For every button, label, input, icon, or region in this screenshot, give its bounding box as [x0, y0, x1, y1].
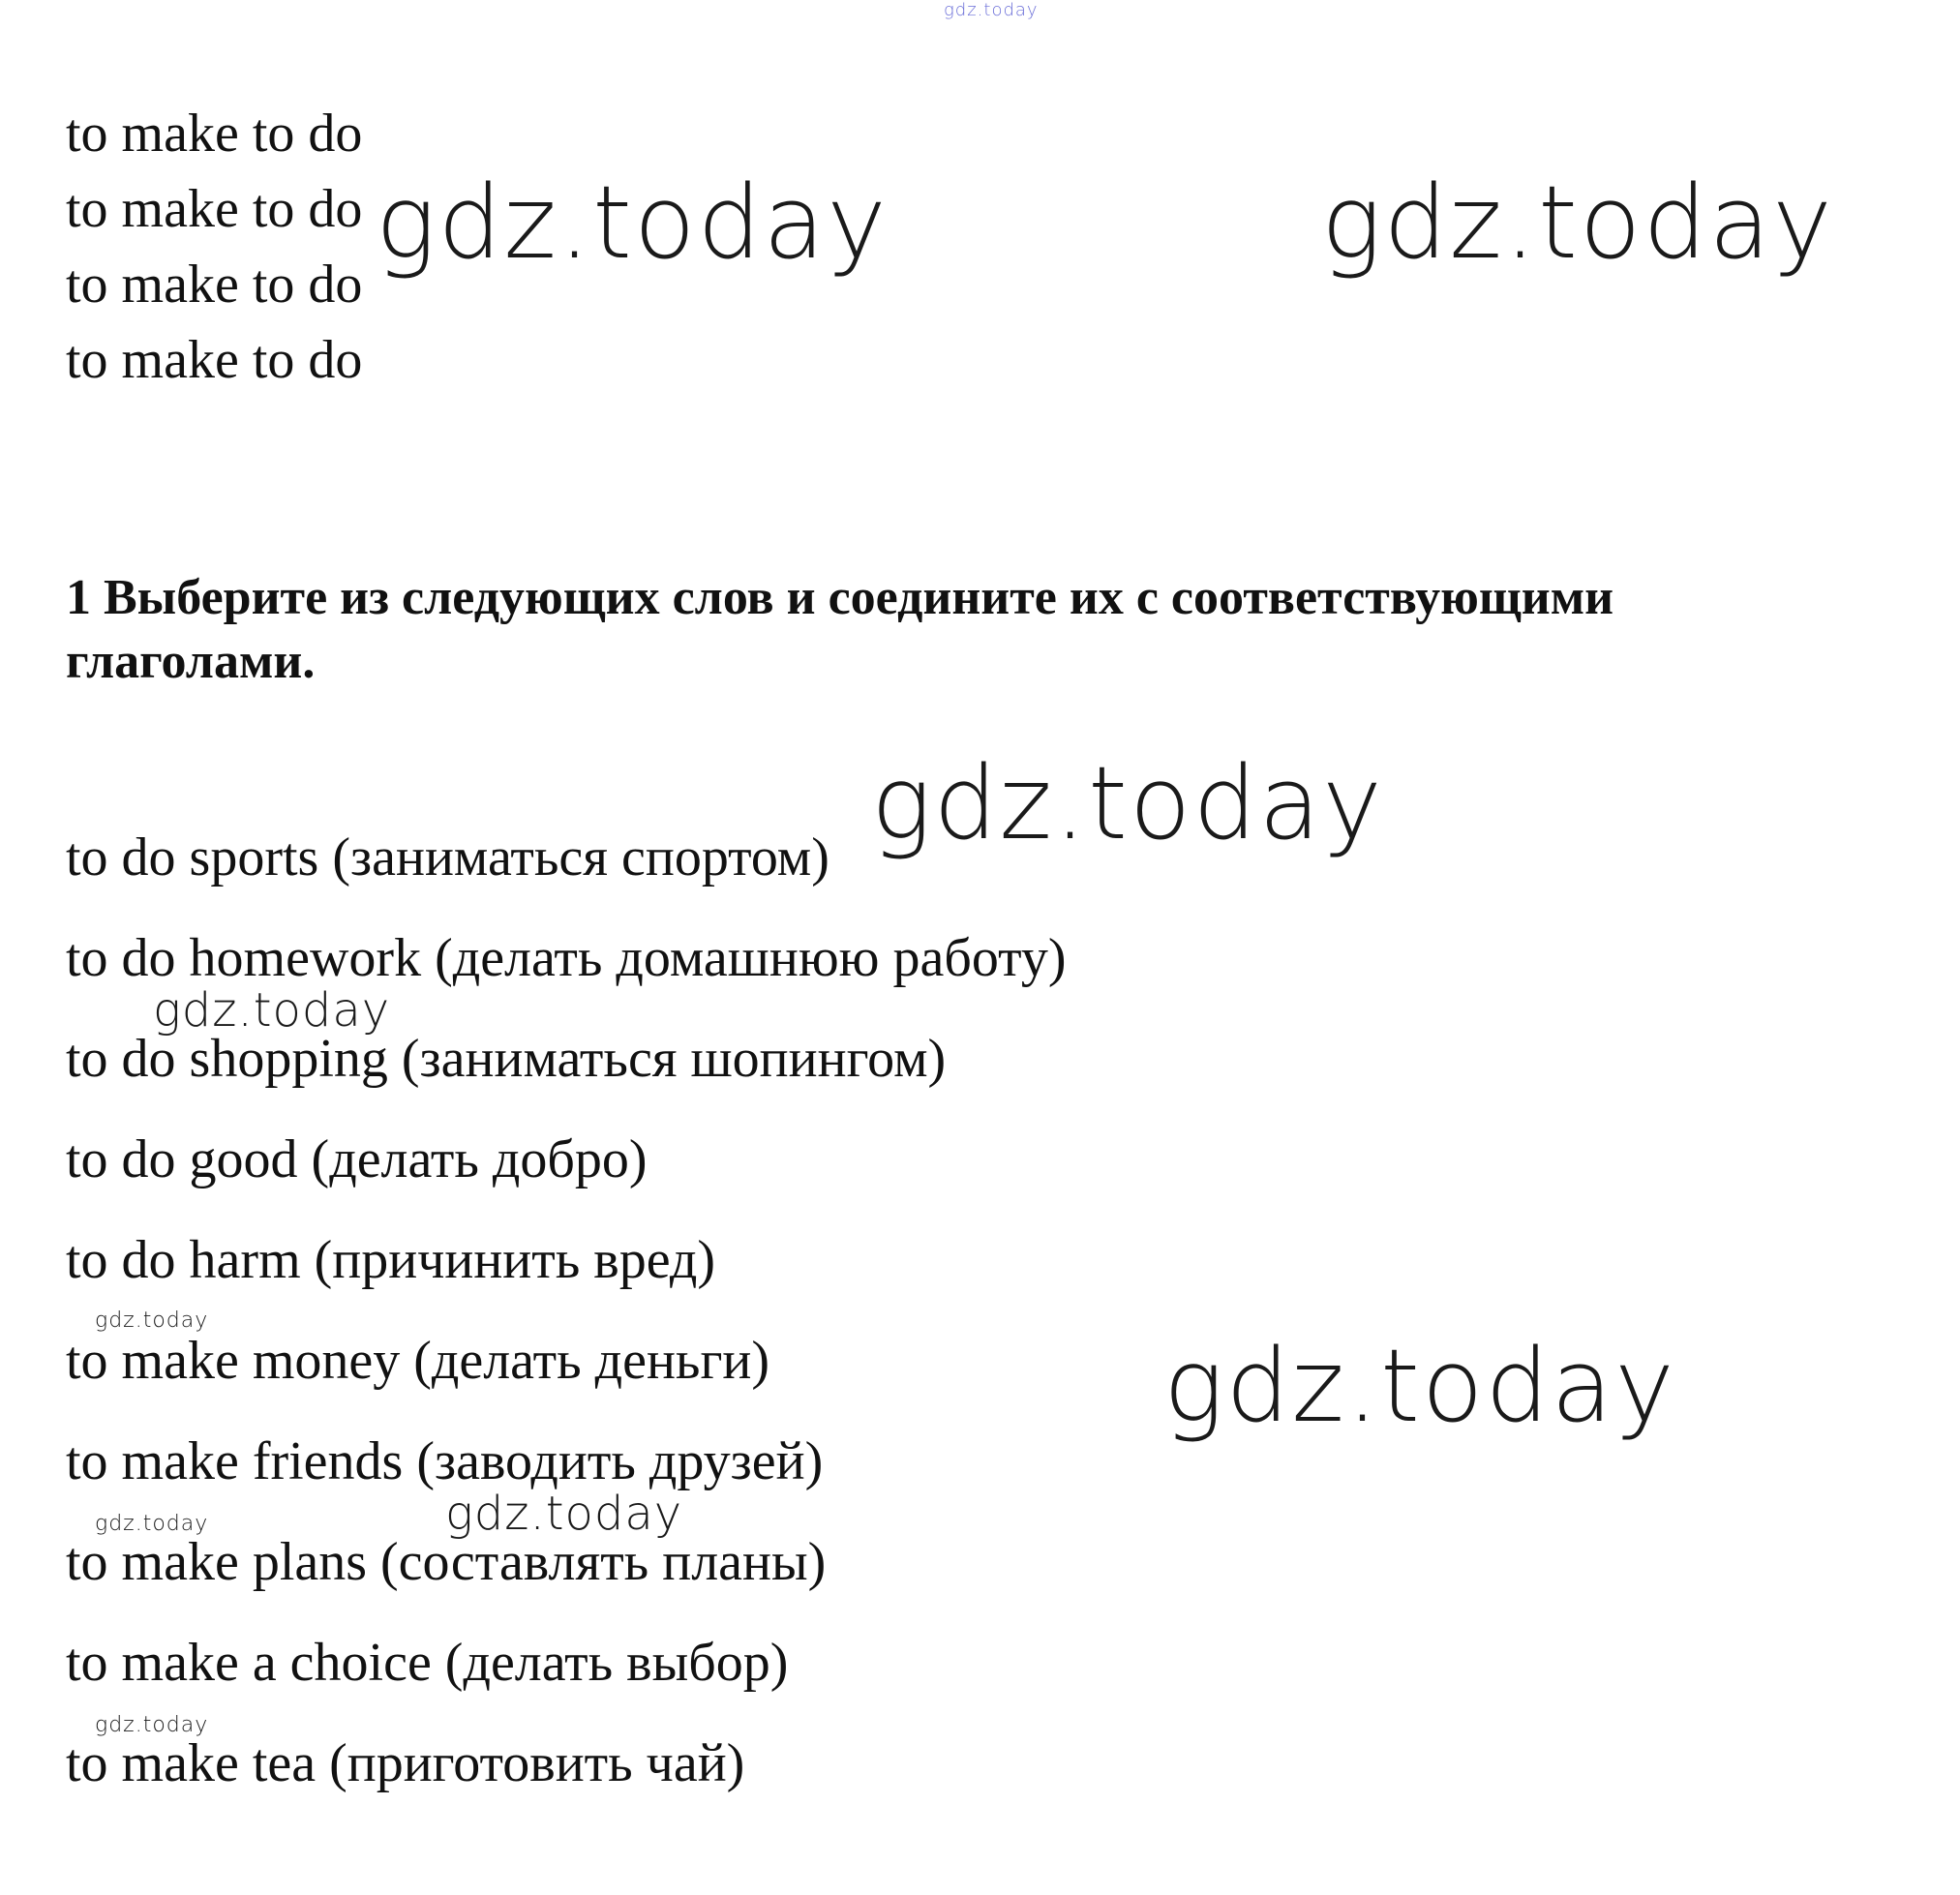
watermark-large: gdz.today	[1321, 164, 1834, 282]
exercise-heading: 1 Выберите из следующих слов и соедините их с соответствующими глаголами.	[66, 570, 1614, 689]
answer-line: to do harm (причинить вред)	[66, 1230, 715, 1290]
answer-line: to do shopping (заниматься шопингом)	[66, 1029, 947, 1089]
intro-line: to make to do	[66, 330, 363, 390]
answer-line: to make a choice (делать выбор)	[66, 1633, 789, 1693]
watermark-large: gdz.today	[1163, 1327, 1676, 1445]
watermark-small: gdz.today	[95, 1713, 209, 1737]
watermark-small: gdz.today	[95, 1512, 209, 1536]
answer-line: to do good (делать добро)	[66, 1129, 648, 1189]
answer-line: to do homework (делать домашнюю работу)	[66, 928, 1067, 988]
answer-line: to make tea (приготовить чай)	[66, 1733, 745, 1793]
intro-line: to make to do	[66, 104, 363, 164]
intro-line: to make to do	[66, 255, 363, 315]
answer-line: to make money (делать деньги)	[66, 1331, 770, 1391]
answer-line: to do sports (заниматься спортом)	[66, 827, 829, 887]
answer-line: to make plans (составлять планы)	[66, 1532, 827, 1592]
watermark-large: gdz.today	[871, 744, 1384, 862]
watermark-medium: gdz.today	[445, 1487, 683, 1541]
watermark-small: gdz.today	[95, 1308, 209, 1333]
watermark-top: gdz.today	[944, 0, 1039, 20]
intro-line: to make to do	[66, 179, 363, 239]
watermark-large: gdz.today	[376, 164, 889, 282]
watermark-medium: gdz.today	[153, 983, 391, 1038]
answer-line: to make friends (заводить друзей)	[66, 1431, 824, 1491]
